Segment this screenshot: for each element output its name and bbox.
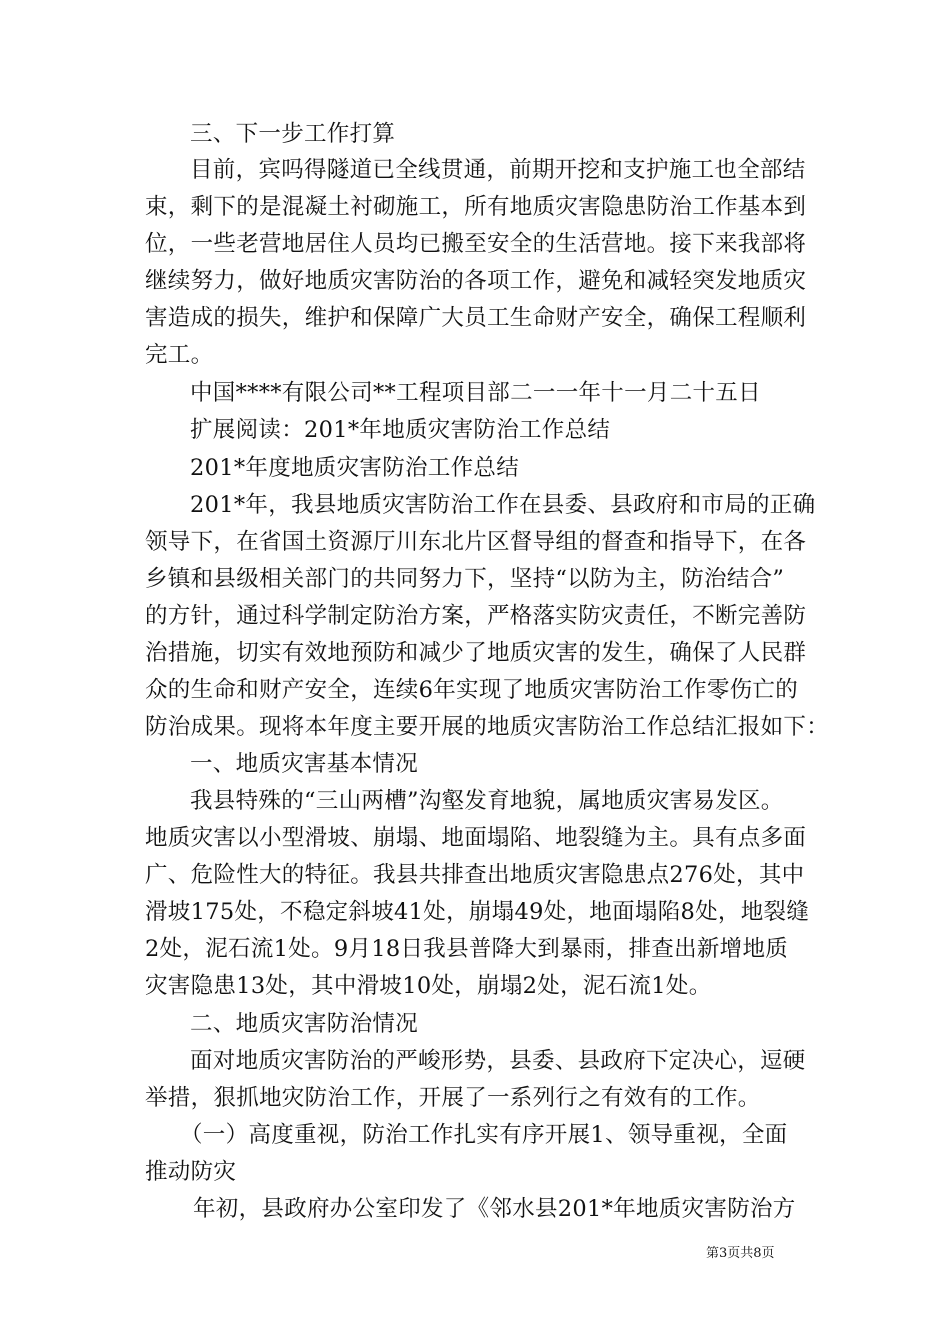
paragraph-line: 推动防灾 (145, 1159, 237, 1185)
section-heading-prevention: 二、地质灾害防治情况 (190, 1011, 419, 1037)
paragraph-line: 位，一些老营地居住人员均已搬至安全的生活营地。接下来我部将 (145, 231, 807, 257)
page-number: 第3页共8页 (706, 1246, 775, 1261)
paragraph-line: 灾害隐患13处，其中滑坡10处，崩塌2处，泥石流1处。 (145, 973, 712, 999)
subsection-heading: （一）高度重视，防治工作扎实有序开展1、领导重视，全面 (180, 1122, 788, 1148)
section-heading-next-steps: 三、下一步工作打算 (190, 121, 396, 147)
paragraph-line: 治措施，切实有效地预防和减少了地质灾害的发生，确保了人民群 (145, 640, 807, 666)
paragraph-line: 的方针，通过科学制定防治方案，严格落实防灾责任，不断完善防 (145, 603, 807, 629)
paragraph-line: 害造成的损失，维护和保障广大员工生命财产安全，确保工程顺利 (145, 305, 807, 331)
paragraph-line: 年初，县政府办公室印发了《邻水县201*年地质灾害防治方 (193, 1196, 796, 1222)
section-heading-basic-situation: 一、地质灾害基本情况 (190, 751, 419, 777)
paragraph-line: 乡镇和县级相关部门的共同努力下，坚持“以防为主，防治结合” (145, 566, 785, 592)
paragraph-line: 继续努力，做好地质灾害防治的各项工作，避免和减轻突发地质灾 (145, 268, 807, 294)
signature-line: 中国****有限公司**工程项目部二一一年十一月二十五日 (190, 380, 761, 406)
paragraph-line: 束，剩下的是混凝土衬砌施工，所有地质灾害隐患防治工作基本到 (145, 194, 807, 220)
paragraph-line: 完工。 (145, 342, 214, 368)
paragraph-line: 目前，宾吗得隧道已全线贯通，前期开挖和支护施工也全部结 (190, 157, 806, 183)
paragraph-line: 201*年，我县地质灾害防治工作在县委、县政府和市局的正确 (190, 492, 816, 518)
paragraph-line: 广、危险性大的特征。我县共排查出地质灾害隐患点276处，其中 (145, 862, 805, 888)
paragraph-line: 防治成果。现将本年度主要开展的地质灾害防治工作总结汇报如下： (145, 714, 830, 740)
paragraph-line: 滑坡175处，不稳定斜坡41处，崩塌49处，地面塌陷8处，地裂缝 (145, 899, 810, 925)
paragraph-line: 地质灾害以小型滑坡、崩塌、地面塌陷、地裂缝为主。具有点多面 (145, 825, 807, 851)
paragraph-line: 众的生命和财产安全，连续6年实现了地质灾害防治工作零伤亡的 (145, 677, 799, 703)
paragraph-line: 2处，泥石流1处。9月18日我县普降大到暴雨，排查出新增地质 (145, 936, 789, 962)
paragraph-line: 举措，狠抓地灾防治工作，开展了一系列行之有效有的工作。 (145, 1085, 761, 1111)
paragraph-line: 面对地质灾害防治的严峻形势，县委、县政府下定决心，逗硬 (190, 1048, 806, 1074)
extended-reading-title: 扩展阅读：201*年地质灾害防治工作总结 (190, 417, 611, 443)
paragraph-line: 领导下，在省国土资源厅川东北片区督导组的督查和指导下，在各 (145, 529, 807, 555)
paragraph-line: 我县特殊的“三山两槽”沟壑发育地貌，属地质灾害易发区。 (190, 788, 784, 814)
report-title: 201*年度地质灾害防治工作总结 (190, 455, 519, 481)
